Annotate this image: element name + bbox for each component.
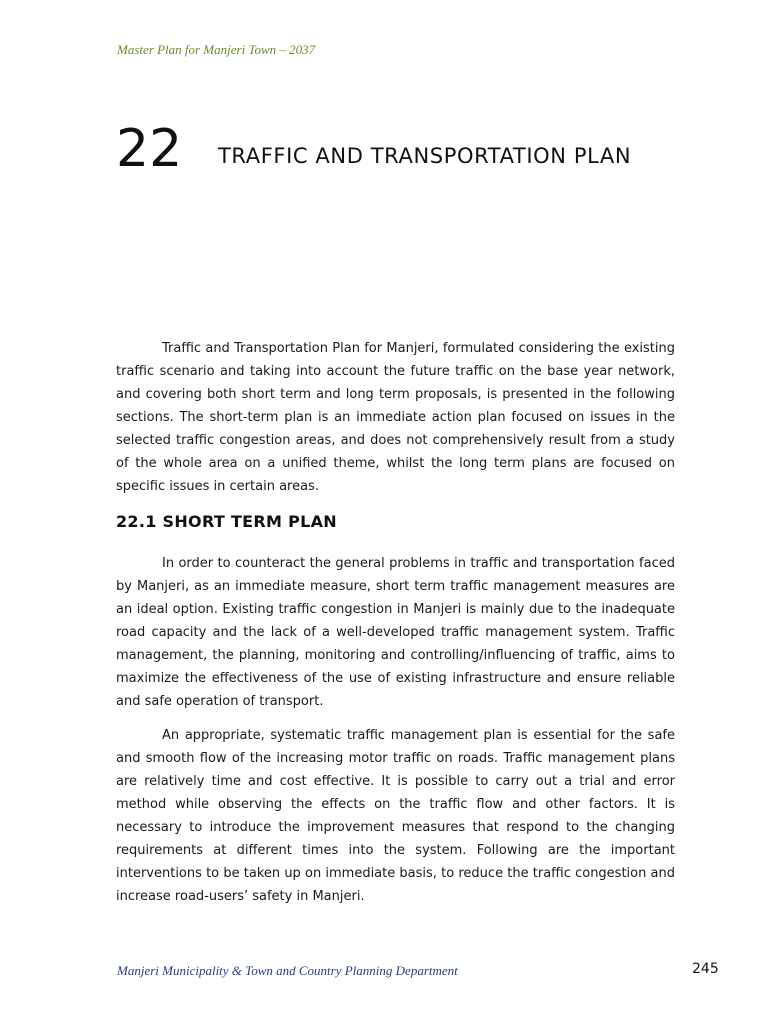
running-header: Master Plan for Manjeri Town – 2037 <box>117 42 316 57</box>
page-number: 245 <box>692 961 719 977</box>
chapter-heading <box>116 118 676 188</box>
chapter-number: 22 <box>116 119 183 179</box>
chapter-title: TRAFFIC AND TRANSPORTATION PLAN <box>218 144 632 168</box>
intro-paragraph: Traffic and Transportation Plan for Manjeri, formulated considering the existing traffic scenario and taking into account the future traffic on the base year network, and covering both short term and long term proposals, is presented in the following sections. The short-term plan is an immediate action plan focused on issues in the selected traffic congestion areas, and does not comprehensively result from a study of the whole area on a unified theme, whilst the long term plans are focused on specific issues in certain areas. <box>116 341 675 494</box>
section-heading: 22.1 SHORT TERM PLAN <box>116 512 337 531</box>
footer-organization: Manjeri Municipality & Town and Country Planning Department <box>117 963 458 978</box>
body-paragraph: In order to counteract the general problems in traffic and transportation faced by Manjeri, as an immediate measure, short term traffic management measures are an ideal option. Existing traffic congestion in Manjeri is mainly due to the inadequate road capacity and the lack of a well-developed traffic management system. Traffic management, the planning, monitoring and controlling/influencing of traffic, aims to maximize the effectiveness of the use of existing infrastructure and ensure reliable and safe operation of transport. <box>116 556 675 709</box>
body-paragraph: An appropriate, systematic traffic management plan is essential for the safe and smooth flow of the increasing motor traffic on roads. Traffic management plans are relatively time and cost effective. It is possible to carry out a trial and error method while observing the effects on the traffic flow and other factors. It is necessary to introduce the improvement measures that respond to the changing requirements at different times into the system. Following are the important interventions to be taken up on immediate basis, to reduce the traffic congestion and increase road-users’ safety in Manjeri. <box>116 728 675 904</box>
